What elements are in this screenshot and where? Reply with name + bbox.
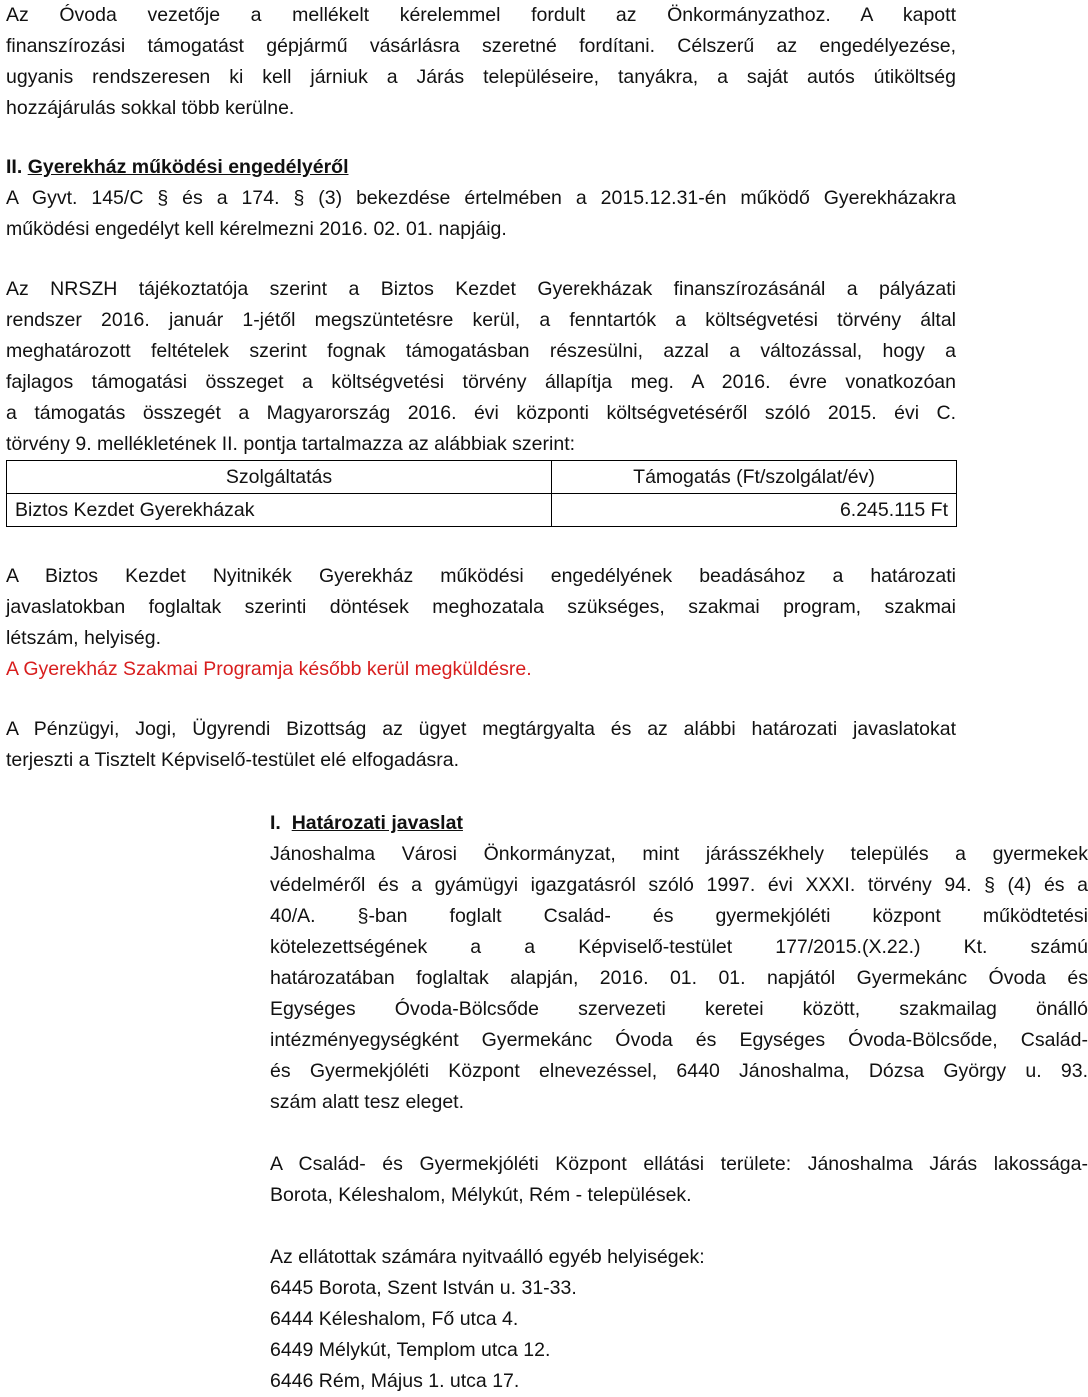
section-2 [6, 152, 956, 245]
nrszh-line: meghatározott feltételek szerint fognak támogatásban részesülni, azzal a változással, hogy a [6, 340, 956, 362]
intro-line: hozzájárulás sokkal több kerülne. [6, 97, 295, 119]
nrszh-line: a támogatás összegét a Magyarország 2016. évi központi költségvetéséről szóló 2015. évi C. [6, 402, 956, 424]
intro-line: Az Óvoda vezetője a mellékelt kérelemmel fordult az Önkormányzathoz. A kapott [6, 4, 956, 26]
premises-item: 6445 Borota, Szent István u. 31-33. [270, 1277, 577, 1299]
resolution-line: Jánoshalma Városi Önkormányzat, mint járásszékhely település a gyermekek [270, 843, 1088, 865]
premises-title: Az ellátottak számára nyitvaálló egyéb helyiségek: [270, 1246, 705, 1268]
section-2-line: A Gyvt. 145/C § és a 174. § (3) bekezdése értelmében a 2015.12.31-én működő Gyerekházakra [6, 187, 956, 209]
resolution-line: határozatában foglaltak alapján, 2016. 01. 01. napjától Gyermekánc Óvoda és [270, 967, 1088, 989]
resolution-line: intézményegységként Gyermekánc Óvoda és Egységes Óvoda-Bölcsőde, Család- [270, 1029, 1088, 1051]
nyitnikek-paragraph [6, 561, 956, 685]
premises-list [270, 1242, 1088, 1397]
nrszh-paragraph [6, 274, 956, 460]
table-header-support: Támogatás (Ft/szolgálat/év) [552, 461, 957, 494]
table-cell-service: Biztos Kezdet Gyerekházak [7, 494, 552, 527]
intro-paragraph [6, 0, 956, 124]
table-header-row [7, 461, 957, 494]
nyitnikek-line: létszám, helyiség. [6, 627, 161, 649]
nrszh-line: fajlagos támogatási összeget a költségvetési törvény állapítja meg. A 2016. évre vonatkozóan [6, 371, 956, 393]
resolution-line: és Gyermekjóléti Központ elnevezéssel, 6440 Jánoshalma, Dózsa György u. 93. [270, 1060, 1088, 1082]
intro-line: ugyanis rendszeresen ki kell járniuk a Járás településeire, tanyákra, a saját autós útiköltség [6, 66, 956, 88]
committee-paragraph [6, 714, 956, 776]
intro-line: finanszírozási támogatást gépjármű vásárlásra szeretné fordítani. Célszerű az engedélyezése, [6, 35, 956, 57]
table-header-service: Szolgáltatás [7, 461, 552, 494]
committee-line: A Pénzügyi, Jogi, Ügyrendi Bizottság az ügyet megtárgyalta és az alábbi határozati javaslatokat [6, 718, 956, 740]
section-2-heading [6, 152, 956, 183]
section-2-title: Gyerekház működési engedélyéről [27, 156, 349, 178]
section-2-number: II. [6, 156, 23, 178]
resolution-1 [270, 808, 1088, 1397]
service-area-line: A Család- és Gyermekjóléti Központ ellátási területe: Jánoshalma Járás lakossága- [270, 1153, 1088, 1175]
nrszh-line: törvény 9. mellékletének II. pontja tartalmazza az alábbiak szerint: [6, 433, 576, 455]
resolution-line: Egységes Óvoda-Bölcsőde szervezeti keretei között, szakmailag önálló [270, 998, 1088, 1020]
nyitnikek-line: javaslatokban foglaltak szerinti döntések meghozatala szükséges, szakmai program, szakmai [6, 596, 956, 618]
service-area [270, 1149, 1088, 1211]
committee-line: terjeszti a Tisztelt Képviselő-testület elé elfogadásra. [6, 749, 460, 771]
resolution-line: szám alatt tesz eleget. [270, 1091, 465, 1113]
premises-item: 6446 Rém, Május 1. utca 17. [270, 1370, 520, 1392]
section-2-line: működési engedélyt kell kérelmezni 2016. 02. 01. napjáig. [6, 218, 507, 240]
table-cell-amount: 6.245.115 Ft [552, 494, 957, 527]
resolution-title: Határozati javaslat [291, 812, 463, 834]
resolution-line: védelméről és a gyámügyi igazgatásról szóló 1997. évi XXXI. törvény 94. § (4) és a [270, 874, 1088, 896]
support-table [6, 460, 957, 527]
resolution-number: I. [270, 812, 281, 834]
premises-item: 6444 Kéleshalom, Fő utca 4. [270, 1308, 519, 1330]
red-note: A Gyerekház Szakmai Programja később kerül megküldésre. [6, 658, 532, 680]
resolution-heading [270, 808, 1088, 839]
resolution-line: 40/A. §-ban foglalt Család- és gyermekjóléti központ működtetési [270, 905, 1088, 927]
resolution-line: kötelezettségének a a Képviselő-testület 177/2015.(X.22.) Kt. számú [270, 936, 1088, 958]
nrszh-line: rendszer 2016. január 1-jétől megszüntetésre kerül, a fenntartók a költségvetési törvény által [6, 309, 956, 331]
nyitnikek-line: A Biztos Kezdet Nyitnikék Gyerekház működési engedélyének beadásához a határozati [6, 565, 956, 587]
table-row [7, 494, 957, 527]
premises-item: 6449 Mélykút, Templom utca 12. [270, 1339, 551, 1361]
nrszh-line: Az NRSZH tájékoztatója szerint a Biztos Kezdet Gyerekházak finanszírozásánál a pályázati [6, 278, 956, 300]
service-area-line: Borota, Kéleshalom, Mélykút, Rém - települések. [270, 1184, 692, 1206]
resolution-body [270, 839, 1088, 1118]
